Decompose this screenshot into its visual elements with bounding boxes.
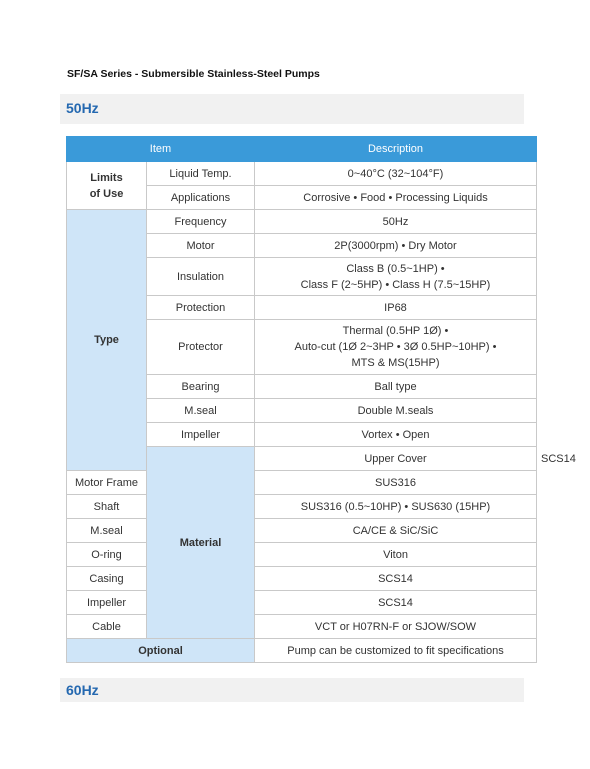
table-row [67, 162, 537, 186]
row-label: Motor [147, 234, 255, 258]
table-row [67, 471, 537, 495]
row-value: Pump can be customized to fit specifications [255, 639, 537, 663]
row-value: Corrosive • Food • Processing Liquids [255, 186, 537, 210]
row-label: Liquid Temp. [147, 162, 255, 186]
row-value: SUS316 [255, 471, 537, 495]
row-label: Upper Cover [255, 447, 537, 471]
row-value: 2P(3000rpm) • Dry Motor [255, 234, 537, 258]
row-value: Double M.seals [255, 399, 537, 423]
value-line: Class F (2~5HP) • Class H (7.5~15HP) [300, 278, 491, 291]
value-line: Auto-cut (1Ø 2~3HP • 3Ø 0.5HP~10HP) • [294, 341, 497, 353]
row-label: M.seal [147, 399, 255, 423]
table-row [67, 591, 537, 615]
row-value: CA/CE & SiC/SiC [255, 519, 537, 543]
row-label: O-ring [67, 543, 147, 567]
table-row [67, 567, 537, 591]
table-row [67, 615, 537, 639]
row-value: Vortex • Open [255, 423, 537, 447]
group-label-line: Limits [90, 171, 123, 184]
header-item: Item [67, 137, 255, 162]
row-value [255, 320, 537, 375]
group-label-line: of Use [89, 187, 124, 200]
row-value: SCS14 [255, 567, 537, 591]
group-type: Type [67, 210, 147, 471]
row-label: Protector [147, 320, 255, 375]
row-value: 0~40°C (32~104°F) [255, 162, 537, 186]
row-label: Applications [147, 186, 255, 210]
row-label: Protection [147, 296, 255, 320]
page-title: SF/SA Series - Submersible Stainless-Steel Pumps [67, 68, 320, 80]
section-heading-50hz: 50Hz [60, 94, 524, 124]
table-row [67, 210, 537, 234]
row-label: Insulation [147, 258, 255, 296]
row-value [255, 258, 537, 296]
group-material: Material [147, 447, 255, 639]
value-line: Class B (0.5~1HP) • [346, 262, 445, 275]
table-row-optional [67, 639, 537, 663]
row-value: Ball type [255, 375, 537, 399]
row-label: Cable [67, 615, 147, 639]
header-description: Description [255, 137, 537, 162]
row-value: 50Hz [255, 210, 537, 234]
spec-table [66, 136, 576, 663]
section-heading-60hz: 60Hz [60, 678, 524, 702]
row-value: SUS316 (0.5~10HP) • SUS630 (15HP) [255, 495, 537, 519]
group-limits-of-use [67, 162, 147, 210]
row-value: SCS14 [255, 591, 537, 615]
table-row [67, 519, 537, 543]
row-label: Impeller [147, 423, 255, 447]
row-label: M.seal [67, 519, 147, 543]
row-value: VCT or H07RN-F or SJOW/SOW [255, 615, 537, 639]
value-line: MTS & MS(15HP) [351, 357, 440, 369]
row-value: Viton [255, 543, 537, 567]
row-label: Casing [67, 567, 147, 591]
row-label: Shaft [67, 495, 147, 519]
table-row: Material Upper Cover SCS14 [67, 447, 537, 471]
group-optional: Optional [67, 639, 255, 663]
value-line: Thermal (0.5HP 1Ø) • [342, 325, 449, 337]
table-row [67, 543, 537, 567]
row-label: Bearing [147, 375, 255, 399]
row-label: Frequency [147, 210, 255, 234]
table-row [67, 495, 537, 519]
row-label: Motor Frame [67, 471, 147, 495]
table-header-row [67, 137, 537, 162]
row-value: IP68 [255, 296, 537, 320]
row-label: Impeller [67, 591, 147, 615]
